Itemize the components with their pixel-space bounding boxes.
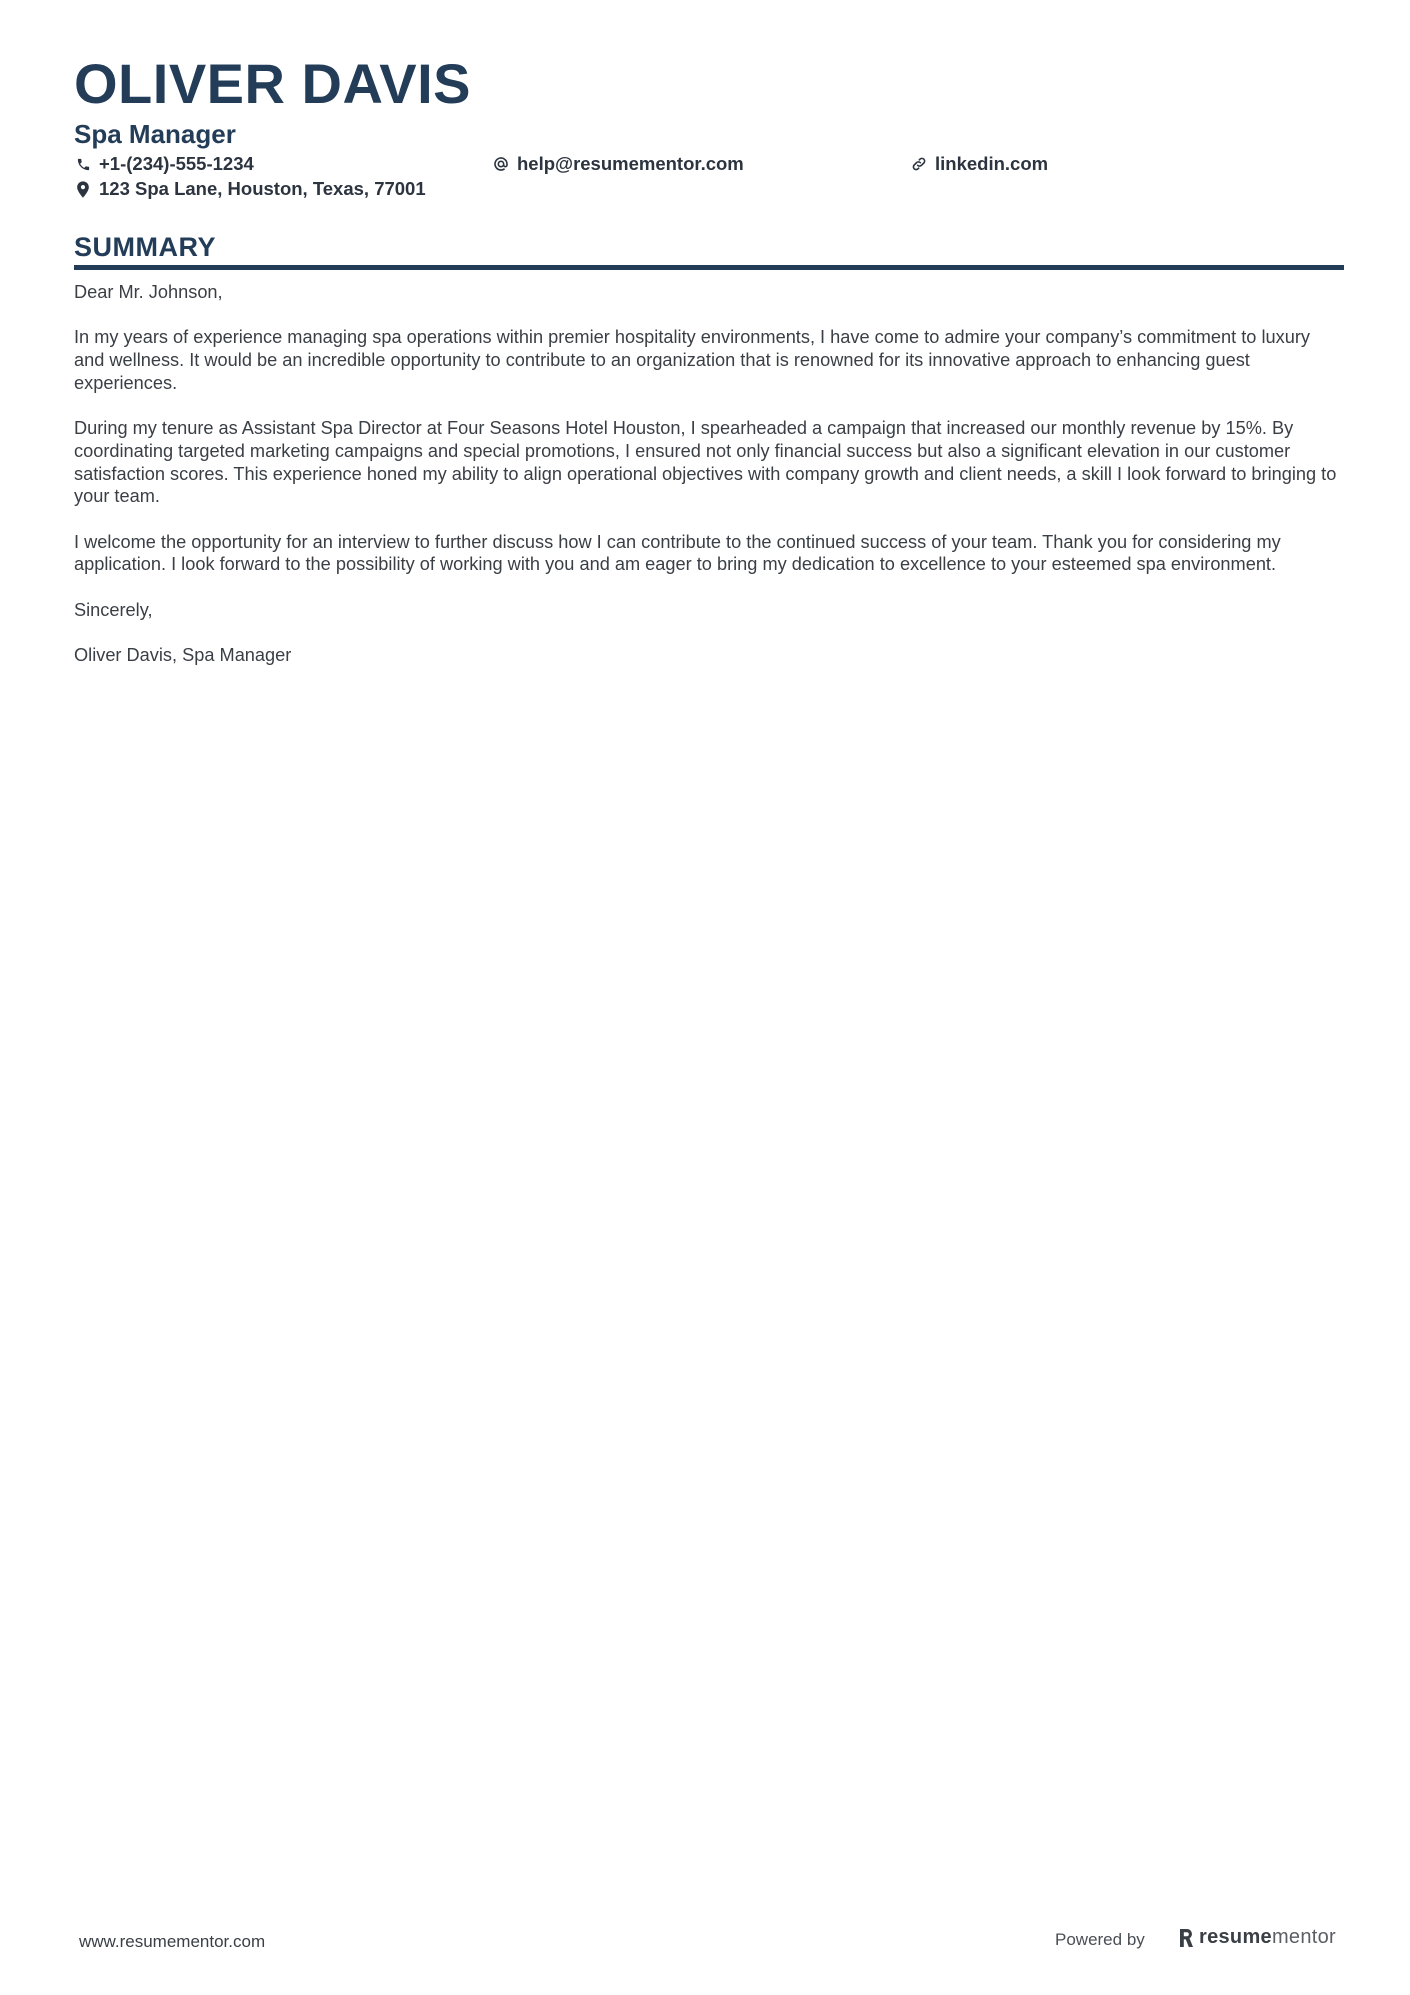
contact-link-text: linkedin.com — [935, 153, 1049, 174]
contact-phone-text: +1-(234)-555-1234 — [99, 153, 254, 174]
letter-closing: Sincerely, — [74, 599, 153, 620]
contact-address — [74, 180, 426, 199]
phone-icon — [74, 155, 92, 173]
letter-body — [74, 281, 1344, 690]
letter-paragraph: I welcome the opportunity for an interview to further discuss how I can contribute to the continued success of your team. Thank you for considering my application. I look forward to the possibility of working with you and am eager to bring my dedication to excellence to your esteemed spa environment. — [74, 531, 1281, 575]
letter-paragraph: In my years of experience managing spa operations within premier hospitality environments, I have come to admire your company’s commitment to luxury and wellness. It would be an incredible opportunity to contribute to an organization that is renowned for its innovative approach to enhancing guest experiences. — [74, 327, 1310, 393]
section-divider — [74, 265, 1344, 270]
contact-link[interactable] — [910, 155, 1048, 174]
brand-logo-icon — [1178, 1927, 1194, 1949]
location-pin-icon — [74, 180, 92, 198]
footer-url[interactable]: www.resumementor.com — [79, 1932, 266, 1951]
at-icon — [492, 155, 510, 173]
letter-paragraph: During my tenure as Assistant Spa Director at Four Seasons Hotel Houston, I spearheaded a campaign that increased our monthly revenue by 15%. By coordinating targeted marketing campaigns and special promotions, I ensured not only financial success but also a significant elevation in our customer satisfaction scores. This experience honed my ability to align operational objectives with company growth and client needs, a skill I look forward to bringing to your team. — [74, 418, 1337, 507]
candidate-role: Spa Manager — [74, 119, 236, 149]
candidate-name: OLIVER DAVIS — [74, 52, 472, 115]
brand-name-light: mentor — [1271, 1926, 1336, 1948]
brand-name-bold: resume — [1199, 1926, 1272, 1948]
contact-address-text: 123 Spa Lane, Houston, Texas, 77001 — [99, 178, 426, 199]
letter-greeting: Dear Mr. Johnson, — [74, 282, 223, 302]
contact-phone[interactable] — [74, 155, 254, 174]
letter-signature: Oliver Davis, Spa Manager — [74, 645, 292, 666]
section-title-summary: SUMMARY — [74, 232, 216, 262]
link-icon — [910, 155, 928, 173]
cover-letter-page — [74, 0, 1344, 1995]
brand-logo[interactable] — [1178, 1926, 1336, 1949]
contact-email-text: help@resumementor.com — [517, 153, 744, 174]
contact-email[interactable] — [492, 155, 744, 174]
powered-by-label: Powered by — [1055, 1930, 1145, 1949]
